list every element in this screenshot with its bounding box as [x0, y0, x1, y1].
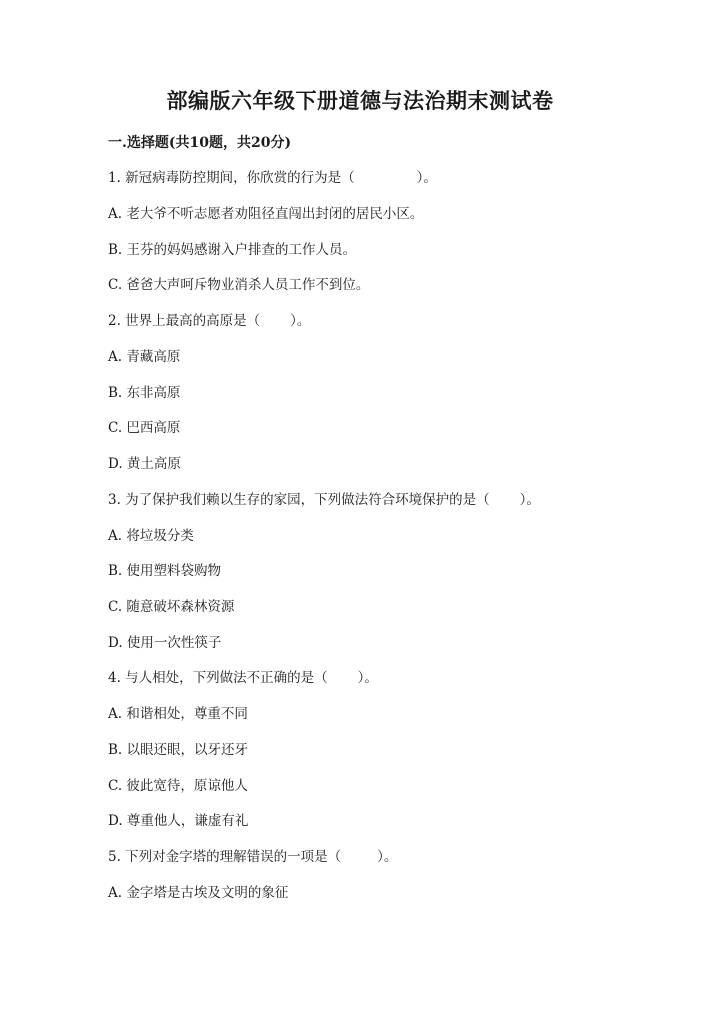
section-heading: 一.选择题(共10题，共20分) — [108, 135, 292, 151]
question-stem-text: 3. 为了保护我们赖以生存的家园，下列做法符合环境保护的是（ — [108, 492, 490, 508]
question-stem-end: ）。 — [357, 670, 378, 686]
question-4-option-d: D. 尊重他人，谦虚有礼 — [108, 813, 249, 829]
question-stem-end: ）。 — [377, 849, 398, 865]
question-stem-text: 4. 与人相处，下列做法不正确的是（ — [108, 670, 328, 686]
question-1-option-c: C. 爸爸大声呵斥物业消杀人员工作不到位。 — [108, 277, 370, 293]
page-title: 部编版六年级下册道德与法治期末测试卷 — [166, 88, 554, 113]
question-stem-end: ）。 — [416, 170, 437, 186]
question-stem-text: 2. 世界上最高的高原是（ — [108, 313, 261, 329]
question-stem-end: ）。 — [519, 492, 540, 508]
question-5-option-a: A. 金字塔是古埃及文明的象征 — [108, 885, 289, 901]
question-1-stem — [108, 168, 437, 188]
question-1-option-b: B. 王芬的妈妈感谢入户排查的工作人员。 — [108, 242, 357, 258]
question-stem-text: 1. 新冠病毒防控期间，你欣赏的行为是（ — [108, 170, 355, 186]
question-3-option-d: D. 使用一次性筷子 — [108, 635, 222, 651]
question-2-stem — [108, 311, 310, 331]
question-4-option-c: C. 彼此宽待，原谅他人 — [108, 778, 248, 794]
question-2-option-a: A. 青藏高原 — [108, 349, 181, 365]
question-2-option-c: C. 巴西高原 — [108, 420, 181, 436]
question-5-stem — [108, 847, 397, 867]
question-stem-end: ）。 — [290, 313, 311, 329]
question-4-option-b: B. 以眼还眼，以牙还牙 — [108, 742, 249, 758]
question-2-option-b: B. 东非高原 — [108, 385, 181, 401]
question-3-option-a: A. 将垃圾分类 — [108, 528, 194, 544]
question-2-option-d: D. 黄土高原 — [108, 456, 181, 472]
question-3-option-c: C. 随意破坏森林资源 — [108, 599, 235, 615]
question-4-stem — [108, 668, 378, 688]
question-3-stem — [108, 490, 540, 510]
question-1-option-a: A. 老大爷不听志愿者劝阻径直闯出封闭的居民小区。 — [108, 206, 424, 222]
question-3-option-b: B. 使用塑料袋购物 — [108, 563, 222, 579]
question-4-option-a: A. 和谐相处，尊重不同 — [108, 706, 248, 722]
question-stem-text: 5. 下列对金字塔的理解错误的一项是（ — [108, 849, 342, 865]
